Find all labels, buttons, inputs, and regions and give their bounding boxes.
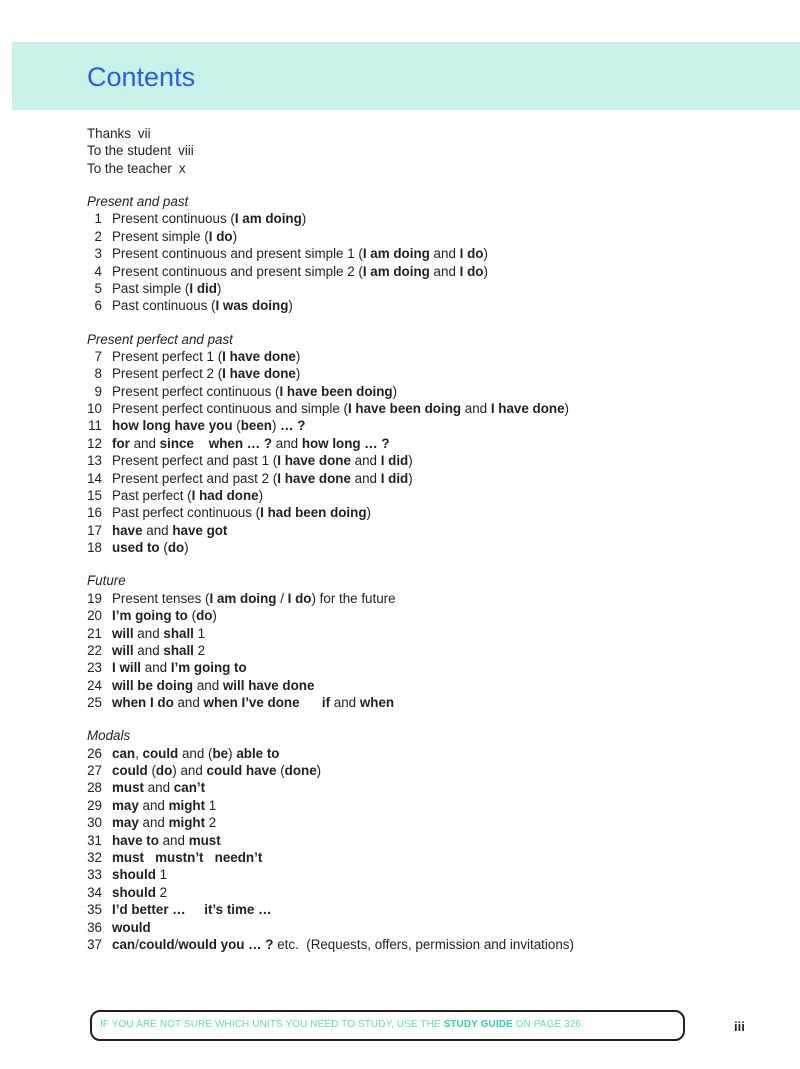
unit-title-bold: must mustn’t needn’t (112, 850, 263, 866)
unit-title-bold: when I’ve done (203, 695, 300, 711)
unit-entry[interactable] (87, 504, 777, 521)
unit-title (112, 280, 221, 297)
unit-title-bold: used to (112, 540, 160, 556)
unit-title-text: and (272, 435, 302, 451)
section-title: Modals (87, 728, 131, 744)
unit-number: 27 (87, 763, 102, 779)
unit-title-bold: may (112, 797, 139, 813)
unit-title-text: and (193, 677, 223, 693)
unit-entry[interactable] (87, 607, 777, 624)
unit-entry[interactable] (87, 901, 777, 918)
unit-number: 33 (87, 867, 102, 883)
unit-number: 32 (87, 850, 102, 866)
contents-list (87, 125, 777, 953)
unit-number: 24 (87, 677, 102, 693)
unit-title-bold: will be doing (112, 677, 194, 693)
unit-title (112, 936, 574, 953)
unit-title-text: ) (216, 280, 222, 296)
unit-title-bold: I had been doing (260, 505, 367, 521)
unit-entry[interactable] (87, 400, 777, 417)
unit-title-bold: should (112, 867, 156, 883)
unit-title-bold: must (188, 832, 221, 848)
unit-title (112, 919, 151, 936)
unit-title (112, 487, 263, 504)
unit-title-bold: for (112, 435, 130, 451)
unit-title-text: and (158, 832, 189, 848)
section-title: Present perfect and past (87, 331, 233, 347)
unit-title (112, 452, 413, 469)
unit-title-text: ) (408, 453, 413, 469)
unit-number: 18 (87, 540, 102, 556)
unit-title-text: Present continuous and present simple 1 ( (112, 246, 363, 262)
unit-title-bold: when (359, 695, 395, 711)
unit-title-bold: might (168, 815, 206, 831)
unit-title-bold: I will (112, 660, 142, 676)
unit-title (112, 417, 305, 434)
page-title: Contents (87, 62, 196, 92)
unit-title-text: and (138, 797, 169, 813)
section-title: Present and past (87, 193, 189, 209)
unit-number: 31 (87, 832, 102, 848)
unit-title-bold: I’m going to (170, 660, 247, 676)
unit-title-bold: I was doing (215, 298, 289, 314)
unit-title-text: ) and (172, 763, 207, 779)
unit-title-bold: I am doing (362, 263, 430, 279)
unit-entry[interactable] (87, 814, 777, 831)
unit-title-bold: will (112, 625, 134, 641)
unit-title-text: ) (258, 488, 264, 504)
unit-title-text: ( (187, 608, 197, 624)
unit-title-bold: I have done (222, 348, 296, 364)
unit-title-text: ) (316, 763, 322, 779)
unit-title-bold: I’d better … it’s time … (112, 902, 272, 918)
unit-title-text: / (135, 936, 139, 952)
unit-title-text: ) (366, 505, 371, 521)
unit-title-text: ) (483, 246, 488, 262)
unit-entry[interactable] (87, 762, 777, 779)
unit-title-text: and (330, 695, 360, 711)
unit-number: 1 (94, 211, 102, 227)
unit-number: 37 (87, 936, 102, 952)
section-title: Future (87, 573, 126, 589)
unit-title-text: and (350, 453, 381, 469)
unit-title (112, 745, 279, 762)
unit-title (112, 263, 488, 280)
unit-title (112, 365, 300, 382)
unit-title (112, 504, 371, 521)
unit-number: 15 (87, 488, 102, 504)
unit-entry[interactable] (87, 832, 777, 849)
unit-title (112, 400, 569, 417)
unit-number: 34 (87, 884, 102, 900)
unit-number: 35 (87, 902, 102, 918)
unit-title-bold: can (112, 745, 136, 761)
note-text-after: ON PAGE 326. (512, 1019, 584, 1030)
unit-number: 4 (94, 263, 102, 279)
unit-title-bold: have to (112, 832, 159, 848)
unit-entry[interactable] (87, 884, 777, 901)
note-text-before: IF YOU ARE NOT SURE WHICH UNITS YOU NEED TO STUDY, USE THE (100, 1019, 444, 1030)
unit-title-text: ( (276, 763, 285, 779)
unit-title-bold: … ? (280, 418, 306, 434)
unit-title-bold: I have done (277, 470, 351, 486)
unit-title-text: Present continuous and present simple 2 ( (112, 263, 363, 279)
unit-number: 10 (87, 401, 102, 417)
unit-title-text: ) (408, 470, 413, 486)
unit-title-text: ) (564, 401, 569, 417)
unit-title-bold: have (112, 522, 143, 538)
unit-title-text: ) (271, 418, 281, 434)
unit-title-bold: I do (208, 228, 233, 244)
intro-item-label: To the teacher (87, 160, 172, 176)
unit-title-text: Present perfect 2 ( (112, 366, 223, 382)
unit-number: 5 (94, 280, 102, 296)
unit-title-text: and ( (178, 745, 213, 761)
unit-entry[interactable] (87, 936, 777, 953)
intro-item-page: viii (178, 143, 194, 159)
unit-title-bold: might (168, 797, 206, 813)
unit-title-bold: I am doing (362, 246, 430, 262)
unit-title (112, 642, 205, 659)
unit-title-text: ) (295, 348, 301, 364)
unit-title (112, 797, 216, 814)
unit-title-text: ) (184, 540, 189, 556)
unit-title-text: ) (228, 745, 237, 761)
unit-title-bold: since (159, 435, 194, 451)
unit-entry[interactable] (87, 383, 777, 400)
unit-title-text: ( (159, 540, 168, 556)
unit-title-text: 1 (155, 867, 168, 883)
unit-number: 17 (87, 522, 102, 538)
unit-title-bold: must (112, 780, 144, 796)
unit-title-bold: I do (287, 590, 312, 606)
unit-title-text: Past perfect ( (112, 488, 192, 504)
unit-title-bold: will (112, 642, 134, 658)
unit-entry[interactable] (87, 522, 777, 539)
unit-entry[interactable] (87, 263, 777, 280)
study-guide-note (90, 1010, 685, 1041)
unit-title-text: , (135, 745, 143, 761)
unit-title-bold: can’t (173, 780, 206, 796)
unit-entry[interactable] (87, 919, 777, 936)
unit-title-bold: I have done (490, 401, 565, 417)
unit-title-text: and (133, 625, 164, 641)
unit-title-bold: I have been doing (279, 383, 393, 399)
unit-entry[interactable] (87, 642, 777, 659)
unit-number: 19 (87, 590, 102, 606)
unit-title (112, 590, 396, 607)
unit-title (112, 470, 413, 487)
unit-title-text: and (429, 246, 460, 262)
unit-entry[interactable] (87, 435, 777, 452)
unit-title-bold: could (112, 763, 148, 779)
unit-title-bold: if (321, 695, 331, 711)
unit-title (112, 659, 247, 676)
unit-title (112, 383, 397, 400)
unit-title (112, 762, 321, 779)
unit-title-bold: I do (459, 246, 484, 262)
unit-title (112, 228, 237, 245)
unit-title-bold: been (240, 418, 272, 434)
unit-title-text: and (350, 470, 381, 486)
unit-title-text: Present perfect continuous and simple ( (112, 401, 348, 417)
unit-title-bold: able to (236, 745, 280, 761)
unit-title-text: Present perfect 1 ( (112, 348, 223, 364)
unit-entry[interactable] (87, 539, 777, 556)
unit-title-bold: should (112, 884, 156, 900)
unit-title-text: and (142, 522, 173, 538)
unit-title-text: ) (483, 263, 488, 279)
unit-number: 8 (94, 366, 102, 382)
unit-title-bold: done (284, 763, 317, 779)
unit-title-text: Present perfect and past 1 ( (112, 453, 278, 469)
unit-number: 36 (87, 919, 102, 935)
unit-title-text: and (138, 815, 169, 831)
unit-title-bold: would you … ? (178, 936, 274, 952)
unit-title-bold: I have done (277, 453, 351, 469)
unit-title-bold: shall (163, 642, 194, 658)
unit-title (112, 435, 390, 452)
unit-title-text: and (129, 435, 160, 451)
unit-entry[interactable] (87, 348, 777, 365)
unit-title (112, 677, 314, 694)
unit-title-bold: can (112, 936, 136, 952)
unit-entry[interactable] (87, 210, 777, 227)
unit-entry[interactable] (87, 779, 777, 796)
unit-entry[interactable] (87, 866, 777, 883)
unit-entry[interactable] (87, 297, 777, 314)
unit-number: 7 (94, 348, 102, 364)
unit-title-text: Present simple ( (112, 228, 209, 244)
unit-entry[interactable] (87, 245, 777, 262)
unit-title-bold: I have done (222, 366, 296, 382)
unit-title-text: Past continuous ( (112, 298, 216, 314)
unit-title-bold: could (142, 745, 179, 761)
unit-title-bold: how long have you (112, 418, 233, 434)
unit-title-text: Present tenses ( (112, 590, 210, 606)
unit-title (112, 694, 394, 711)
unit-title-text: ) (212, 608, 217, 624)
unit-title-bold: I have been doing (347, 401, 462, 417)
page-number: iii (734, 1019, 745, 1034)
unit-title (112, 884, 167, 901)
unit-entry[interactable] (87, 452, 777, 469)
unit-title-text: 1 (193, 625, 206, 641)
unit-title-bold: how long … ? (301, 435, 390, 451)
unit-number: 21 (87, 625, 102, 641)
unit-title (112, 210, 306, 227)
unit-title-text: ( (147, 763, 156, 779)
unit-number: 16 (87, 505, 102, 521)
unit-number: 25 (87, 695, 102, 711)
unit-number: 28 (87, 780, 102, 796)
unit-title-text: ) (295, 366, 301, 382)
unit-title-bold: do (196, 608, 213, 624)
unit-entry[interactable] (87, 677, 777, 694)
unit-entry[interactable] (87, 365, 777, 382)
unit-entry[interactable] (87, 625, 777, 642)
unit-title (112, 297, 293, 314)
unit-title-text: 2 (193, 642, 206, 658)
unit-number: 30 (87, 815, 102, 831)
unit-title (112, 832, 221, 849)
unit-title (112, 901, 271, 918)
unit-entry[interactable] (87, 590, 777, 607)
unit-title-bold: could (138, 936, 175, 952)
unit-number: 9 (94, 383, 102, 399)
unit-title (112, 522, 227, 539)
intro-item-label: Thanks (87, 126, 131, 141)
intro-item[interactable] (87, 160, 777, 177)
unit-title (112, 625, 205, 642)
unit-title-text: 2 (205, 815, 217, 831)
unit-title-bold: would (112, 919, 151, 935)
unit-title (112, 866, 167, 883)
unit-title (112, 348, 300, 365)
unit-title-text: ) (232, 228, 238, 244)
unit-title-text: ) (301, 211, 307, 227)
unit-title-bold: I did (380, 470, 409, 486)
unit-title-text: and (461, 401, 491, 417)
unit-title-bold: when I do (112, 695, 174, 711)
unit-title-bold: will have done (222, 677, 315, 693)
unit-title-text: ) (392, 383, 398, 399)
unit-title-bold: I do (459, 263, 484, 279)
unit-entry[interactable] (87, 659, 777, 676)
unit-title (112, 245, 488, 262)
unit-title-text: ) for the future (311, 590, 396, 606)
unit-number: 3 (94, 246, 102, 262)
unit-number: 6 (94, 298, 102, 314)
unit-title-bold: do (155, 763, 173, 779)
unit-entry[interactable] (87, 417, 777, 434)
unit-title-text: and (144, 780, 174, 796)
unit-title-bold: I did (380, 453, 409, 469)
unit-title-bold: do (167, 540, 185, 556)
unit-title (112, 814, 216, 831)
unit-title (112, 849, 262, 866)
unit-title-text (194, 436, 209, 451)
intro-item[interactable] (87, 125, 777, 142)
unit-entry[interactable] (87, 745, 777, 762)
unit-entry[interactable] (87, 487, 777, 504)
unit-title-text: Present continuous ( (112, 211, 235, 227)
intro-item-page: x (178, 160, 186, 176)
unit-entry[interactable] (87, 694, 777, 711)
unit-entry[interactable] (87, 470, 777, 487)
unit-title-text: and (133, 642, 164, 658)
unit-title-bold: I did (189, 280, 217, 296)
unit-title-bold: may (112, 815, 139, 831)
unit-number: 14 (87, 470, 102, 486)
unit-title-bold: have got (172, 522, 228, 538)
unit-title-text: ( (232, 418, 241, 434)
unit-number: 12 (87, 435, 102, 451)
unit-title-bold: could have (206, 763, 277, 779)
unit-title-bold: I am doing (209, 590, 277, 606)
intro-item[interactable] (87, 142, 777, 159)
unit-number: 2 (94, 228, 102, 244)
unit-title-bold: shall (163, 625, 194, 641)
unit-title-text: Past perfect continuous ( (112, 505, 261, 521)
unit-title-bold: I am doing (234, 211, 302, 227)
unit-title-text: and (429, 263, 460, 279)
unit-number: 20 (87, 608, 102, 624)
unit-entry[interactable] (87, 280, 777, 297)
unit-title-bold: be (212, 745, 229, 761)
unit-title-bold: when … ? (208, 435, 273, 451)
unit-title (112, 539, 189, 556)
unit-title-bold: I’m going to (112, 608, 188, 624)
intro-item-page: vii (137, 126, 151, 141)
unit-title-text: Present perfect continuous ( (112, 383, 280, 399)
unit-title-text: / (174, 936, 179, 952)
unit-entry[interactable] (87, 849, 777, 866)
unit-number: 29 (87, 797, 102, 813)
study-guide-link[interactable]: STUDY GUIDE (443, 1019, 513, 1030)
unit-number: 22 (87, 642, 102, 658)
unit-title (112, 779, 205, 796)
unit-title-text: 1 (205, 797, 217, 813)
unit-title (112, 607, 217, 624)
unit-number: 13 (87, 453, 102, 469)
unit-title-text: / (276, 590, 288, 606)
study-guide-note-text (100, 1019, 584, 1030)
unit-title-text: etc. (Requests, offers, permission and invitations) (273, 936, 574, 952)
unit-title-text: ) (288, 298, 293, 314)
unit-number: 26 (87, 745, 102, 761)
unit-number: 23 (87, 660, 102, 676)
unit-title-text: and (173, 695, 204, 711)
intro-item-label: To the student (87, 143, 172, 159)
unit-title-text: Present perfect and past 2 ( (112, 470, 278, 486)
unit-title-text (300, 695, 322, 710)
unit-title-bold: I had done (191, 488, 259, 504)
unit-title-text: 2 (155, 884, 168, 900)
unit-entry[interactable] (87, 797, 777, 814)
unit-title-text: and (141, 660, 171, 676)
unit-title-text: Past simple ( (112, 280, 190, 296)
unit-number: 11 (88, 418, 102, 434)
unit-entry[interactable] (87, 228, 777, 245)
